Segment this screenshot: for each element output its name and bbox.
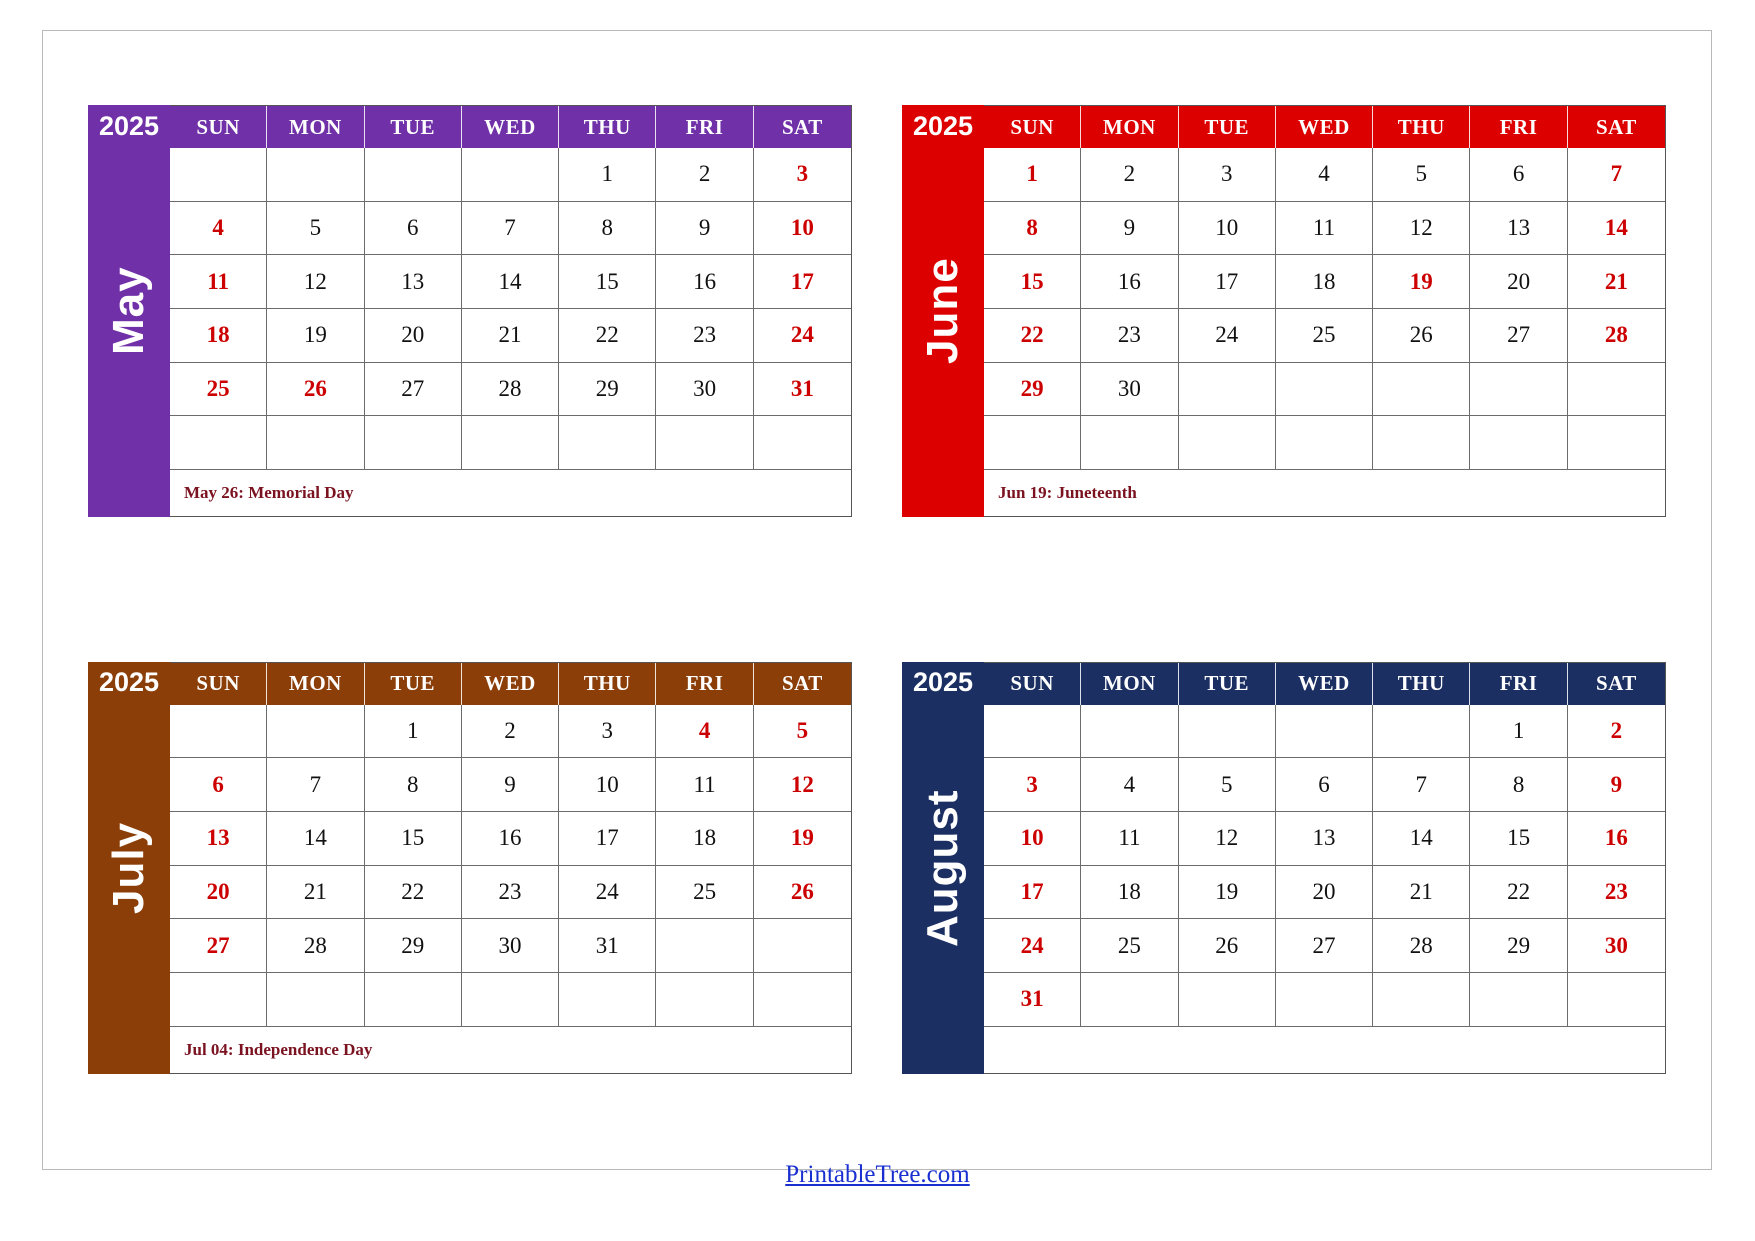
week-row bbox=[170, 255, 851, 309]
weekday-header-tue: TUE bbox=[1179, 663, 1276, 705]
day-cell[interactable]: 3 bbox=[1179, 148, 1276, 202]
day-cell[interactable]: 10 bbox=[1179, 202, 1276, 256]
day-cell[interactable]: 24 bbox=[1179, 309, 1276, 363]
day-cell-empty bbox=[656, 919, 753, 973]
day-cell-empty bbox=[1470, 416, 1567, 470]
weekday-header-sat: SAT bbox=[1595, 114, 1637, 139]
day-cell[interactable]: 7 bbox=[1568, 148, 1665, 202]
day-cell[interactable]: 25 bbox=[1276, 309, 1373, 363]
day-cell[interactable]: 2 bbox=[1568, 705, 1665, 759]
day-cell-empty bbox=[1276, 363, 1373, 417]
weekday-header-tue: TUE bbox=[365, 663, 462, 705]
month-side-bar bbox=[88, 105, 170, 517]
month-body bbox=[984, 662, 1666, 1074]
week-row bbox=[984, 705, 1665, 759]
day-cell[interactable]: 18 bbox=[1081, 866, 1178, 920]
month-block bbox=[88, 105, 852, 517]
day-cell[interactable]: 14 bbox=[267, 812, 364, 866]
weekday-header-wed: WED bbox=[462, 663, 559, 705]
day-cell[interactable]: 1 bbox=[365, 705, 462, 759]
day-cell[interactable]: 11 bbox=[1081, 812, 1178, 866]
day-cell[interactable]: 1 bbox=[1470, 705, 1567, 759]
day-cell[interactable]: 7 bbox=[1373, 758, 1470, 812]
week-row bbox=[984, 255, 1665, 309]
calendar-grid bbox=[42, 30, 1712, 1170]
day-cell[interactable]: 29 bbox=[984, 363, 1081, 417]
weekday-header-sat: SAT bbox=[1595, 671, 1637, 695]
day-cell-empty bbox=[559, 416, 656, 470]
day-cell[interactable]: 12 bbox=[754, 758, 851, 812]
day-cell[interactable]: 20 bbox=[1470, 255, 1567, 309]
weekday-header-sat: SAT bbox=[781, 671, 823, 695]
weeks-container bbox=[170, 148, 851, 470]
day-cell-empty bbox=[1373, 416, 1470, 470]
day-cell-empty bbox=[365, 148, 462, 202]
weekday-header-tue: TUE bbox=[1179, 106, 1276, 148]
week-row bbox=[984, 148, 1665, 202]
week-row bbox=[170, 148, 851, 202]
day-cell[interactable]: 4 bbox=[170, 202, 267, 256]
day-cell[interactable]: 26 bbox=[754, 866, 851, 920]
weekday-header-thu: THU bbox=[1373, 106, 1470, 148]
day-cell[interactable]: 15 bbox=[365, 812, 462, 866]
day-cell[interactable]: 29 bbox=[365, 919, 462, 973]
weekday-header-sun: SUN bbox=[984, 106, 1081, 148]
day-cell[interactable]: 19 bbox=[754, 812, 851, 866]
day-cell-empty bbox=[1179, 705, 1276, 759]
day-cell[interactable]: 22 bbox=[1470, 866, 1567, 920]
year-badge: 2025 bbox=[912, 110, 974, 141]
day-cell-empty bbox=[365, 973, 462, 1027]
day-cell-empty bbox=[365, 416, 462, 470]
day-cell[interactable]: 4 bbox=[1081, 758, 1178, 812]
day-cell-empty bbox=[1081, 973, 1178, 1027]
day-cell[interactable]: 31 bbox=[559, 919, 656, 973]
day-cell-empty bbox=[462, 973, 559, 1027]
day-cell[interactable]: 26 bbox=[267, 363, 364, 417]
day-cell-empty bbox=[170, 148, 267, 202]
day-cell[interactable]: 3 bbox=[984, 758, 1081, 812]
day-cell[interactable]: 28 bbox=[462, 363, 559, 417]
day-cell-empty bbox=[170, 416, 267, 470]
day-cell[interactable]: 1 bbox=[559, 148, 656, 202]
day-cell[interactable]: 17 bbox=[1179, 255, 1276, 309]
week-row bbox=[170, 758, 851, 812]
day-cell[interactable]: 18 bbox=[656, 812, 753, 866]
week-row bbox=[170, 309, 851, 363]
printabletree-link[interactable]: PrintableTree.com bbox=[785, 1161, 970, 1188]
day-cell[interactable]: 2 bbox=[462, 705, 559, 759]
day-cell[interactable]: 3 bbox=[559, 705, 656, 759]
weekday-header-sun: SUN bbox=[170, 663, 267, 705]
weekday-header-sun: SUN bbox=[984, 663, 1081, 705]
week-row bbox=[984, 363, 1665, 417]
weekday-header-thu: THU bbox=[1373, 663, 1470, 705]
day-cell[interactable]: 24 bbox=[984, 919, 1081, 973]
week-row bbox=[984, 919, 1665, 973]
day-cell[interactable]: 5 bbox=[754, 705, 851, 759]
weeks-container bbox=[984, 705, 1665, 1027]
year-badge: 2025 bbox=[912, 667, 974, 697]
day-cell[interactable]: 12 bbox=[1179, 812, 1276, 866]
day-cell[interactable]: 8 bbox=[1470, 758, 1567, 812]
week-row bbox=[984, 866, 1665, 920]
day-cell-empty bbox=[1568, 973, 1665, 1027]
weekday-header-row bbox=[984, 663, 1665, 705]
day-cell[interactable]: 21 bbox=[267, 866, 364, 920]
day-cell[interactable]: 16 bbox=[656, 255, 753, 309]
day-cell[interactable]: 17 bbox=[984, 866, 1081, 920]
day-cell[interactable]: 9 bbox=[1568, 758, 1665, 812]
day-cell-empty bbox=[656, 416, 753, 470]
weekday-header-row bbox=[170, 106, 851, 148]
month-name: June bbox=[918, 257, 967, 365]
month-block bbox=[902, 105, 1666, 517]
weekday-header-mon: MON bbox=[1081, 106, 1178, 148]
week-row bbox=[984, 416, 1665, 470]
day-cell[interactable]: 25 bbox=[170, 363, 267, 417]
day-cell-empty bbox=[1276, 705, 1373, 759]
day-cell[interactable]: 29 bbox=[1470, 919, 1567, 973]
week-row bbox=[170, 973, 851, 1027]
weekday-header-fri: FRI bbox=[656, 106, 753, 148]
day-cell[interactable]: 9 bbox=[1081, 202, 1178, 256]
month-name: May bbox=[104, 266, 153, 356]
day-cell[interactable]: 18 bbox=[1276, 255, 1373, 309]
day-cell[interactable]: 28 bbox=[1568, 309, 1665, 363]
day-cell-empty bbox=[1276, 416, 1373, 470]
week-row bbox=[170, 416, 851, 470]
day-cell[interactable]: 7 bbox=[462, 202, 559, 256]
day-cell-empty bbox=[1081, 705, 1178, 759]
day-cell[interactable]: 27 bbox=[365, 363, 462, 417]
day-cell-empty bbox=[267, 148, 364, 202]
week-row bbox=[984, 758, 1665, 812]
month-block bbox=[88, 662, 852, 1074]
day-cell[interactable]: 21 bbox=[462, 309, 559, 363]
day-cell[interactable]: 15 bbox=[559, 255, 656, 309]
day-cell-empty bbox=[1179, 363, 1276, 417]
month-body bbox=[984, 105, 1666, 517]
day-cell[interactable]: 30 bbox=[462, 919, 559, 973]
day-cell[interactable]: 17 bbox=[559, 812, 656, 866]
day-cell[interactable]: 13 bbox=[1276, 812, 1373, 866]
month-name: July bbox=[104, 821, 153, 914]
weekday-header-fri: FRI bbox=[1470, 663, 1567, 705]
day-cell[interactable]: 4 bbox=[656, 705, 753, 759]
day-cell[interactable]: 22 bbox=[984, 309, 1081, 363]
day-cell[interactable]: 16 bbox=[1081, 255, 1178, 309]
day-cell[interactable]: 22 bbox=[365, 866, 462, 920]
day-cell-empty bbox=[267, 705, 364, 759]
day-cell[interactable]: 16 bbox=[1568, 812, 1665, 866]
day-cell[interactable]: 26 bbox=[1373, 309, 1470, 363]
day-cell[interactable]: 10 bbox=[559, 758, 656, 812]
day-cell[interactable]: 27 bbox=[1276, 919, 1373, 973]
day-cell[interactable]: 11 bbox=[170, 255, 267, 309]
day-cell-empty bbox=[170, 705, 267, 759]
day-cell-empty bbox=[754, 416, 851, 470]
weekday-header-mon: MON bbox=[267, 106, 364, 148]
day-cell[interactable]: 10 bbox=[754, 202, 851, 256]
day-cell[interactable]: 24 bbox=[754, 309, 851, 363]
day-cell-empty bbox=[754, 919, 851, 973]
day-cell[interactable]: 11 bbox=[1276, 202, 1373, 256]
week-row bbox=[170, 919, 851, 973]
day-cell-empty bbox=[1373, 973, 1470, 1027]
day-cell[interactable]: 15 bbox=[984, 255, 1081, 309]
day-cell[interactable]: 14 bbox=[1568, 202, 1665, 256]
day-cell-empty bbox=[1568, 416, 1665, 470]
day-cell[interactable]: 19 bbox=[1373, 255, 1470, 309]
day-cell[interactable]: 20 bbox=[170, 866, 267, 920]
month-body bbox=[170, 662, 852, 1074]
day-cell[interactable]: 23 bbox=[1568, 866, 1665, 920]
day-cell[interactable]: 3 bbox=[754, 148, 851, 202]
day-cell[interactable]: 19 bbox=[1179, 866, 1276, 920]
week-row bbox=[984, 202, 1665, 256]
weekday-header-row bbox=[984, 106, 1665, 148]
day-cell[interactable]: 26 bbox=[1179, 919, 1276, 973]
day-cell-empty bbox=[559, 973, 656, 1027]
day-cell[interactable]: 29 bbox=[559, 363, 656, 417]
day-cell[interactable]: 1 bbox=[984, 148, 1081, 202]
day-cell[interactable]: 9 bbox=[462, 758, 559, 812]
footer bbox=[0, 1161, 1755, 1189]
day-cell[interactable]: 18 bbox=[170, 309, 267, 363]
weekday-header-thu: THU bbox=[559, 106, 656, 148]
day-cell-empty bbox=[984, 705, 1081, 759]
week-row bbox=[170, 202, 851, 256]
month-side-bar bbox=[902, 662, 984, 1074]
month-block bbox=[902, 662, 1666, 1074]
year-badge: 2025 bbox=[98, 667, 160, 697]
day-cell[interactable]: 6 bbox=[365, 202, 462, 256]
day-cell[interactable]: 12 bbox=[267, 255, 364, 309]
day-cell[interactable]: 5 bbox=[1373, 148, 1470, 202]
week-row bbox=[170, 866, 851, 920]
weekday-header-row bbox=[170, 663, 851, 705]
weeks-container bbox=[170, 705, 851, 1027]
day-cell[interactable]: 14 bbox=[1373, 812, 1470, 866]
day-cell[interactable]: 28 bbox=[267, 919, 364, 973]
day-cell[interactable]: 11 bbox=[656, 758, 753, 812]
weekday-header-sat: SAT bbox=[781, 114, 823, 139]
month-side-bar bbox=[902, 105, 984, 517]
day-cell[interactable]: 16 bbox=[462, 812, 559, 866]
day-cell-empty bbox=[1179, 973, 1276, 1027]
day-cell[interactable]: 24 bbox=[559, 866, 656, 920]
holiday-note: Jul 04: Independence Day bbox=[184, 1039, 373, 1059]
day-cell[interactable]: 23 bbox=[656, 309, 753, 363]
month-body bbox=[170, 105, 852, 517]
week-row bbox=[170, 363, 851, 417]
day-cell[interactable]: 8 bbox=[365, 758, 462, 812]
day-cell[interactable]: 10 bbox=[984, 812, 1081, 866]
day-cell[interactable]: 30 bbox=[1081, 363, 1178, 417]
week-row bbox=[984, 812, 1665, 866]
week-row bbox=[170, 812, 851, 866]
weekday-header-fri: FRI bbox=[656, 663, 753, 705]
weekday-header-thu: THU bbox=[559, 663, 656, 705]
day-cell-empty bbox=[1081, 416, 1178, 470]
day-cell-empty bbox=[170, 973, 267, 1027]
weekday-header-fri: FRI bbox=[1470, 106, 1567, 148]
day-cell[interactable]: 6 bbox=[1470, 148, 1567, 202]
weekday-header-mon: MON bbox=[1081, 663, 1178, 705]
day-cell-empty bbox=[1568, 363, 1665, 417]
day-cell-empty bbox=[1373, 705, 1470, 759]
day-cell[interactable]: 30 bbox=[656, 363, 753, 417]
month-name: August bbox=[918, 788, 967, 947]
day-cell-empty bbox=[267, 973, 364, 1027]
day-cell[interactable]: 20 bbox=[1276, 866, 1373, 920]
month-side-bar bbox=[88, 662, 170, 1074]
day-cell[interactable]: 6 bbox=[170, 758, 267, 812]
weekday-header-mon: MON bbox=[267, 663, 364, 705]
day-cell[interactable]: 28 bbox=[1373, 919, 1470, 973]
day-cell-empty bbox=[462, 416, 559, 470]
day-cell[interactable]: 25 bbox=[1081, 919, 1178, 973]
day-cell[interactable]: 7 bbox=[267, 758, 364, 812]
day-cell[interactable]: 9 bbox=[656, 202, 753, 256]
week-row bbox=[984, 973, 1665, 1027]
day-cell[interactable]: 2 bbox=[656, 148, 753, 202]
day-cell[interactable]: 13 bbox=[1470, 202, 1567, 256]
day-cell[interactable]: 31 bbox=[754, 363, 851, 417]
holiday-note bbox=[984, 1027, 1665, 1073]
weekday-header-wed: WED bbox=[1276, 663, 1373, 705]
day-cell[interactable]: 8 bbox=[984, 202, 1081, 256]
day-cell[interactable]: 12 bbox=[1373, 202, 1470, 256]
day-cell[interactable]: 2 bbox=[1081, 148, 1178, 202]
day-cell[interactable]: 14 bbox=[462, 255, 559, 309]
holiday-note: Jun 19: Juneteenth bbox=[998, 483, 1137, 502]
day-cell[interactable]: 17 bbox=[754, 255, 851, 309]
week-row bbox=[984, 309, 1665, 363]
day-cell[interactable]: 22 bbox=[559, 309, 656, 363]
weekday-header-tue: TUE bbox=[365, 106, 462, 148]
day-cell-empty bbox=[1179, 416, 1276, 470]
year-badge: 2025 bbox=[98, 110, 160, 141]
weekday-header-wed: WED bbox=[462, 106, 559, 148]
day-cell[interactable]: 21 bbox=[1373, 866, 1470, 920]
day-cell[interactable]: 27 bbox=[1470, 309, 1567, 363]
day-cell[interactable]: 27 bbox=[170, 919, 267, 973]
day-cell[interactable]: 20 bbox=[365, 309, 462, 363]
day-cell-empty bbox=[1470, 973, 1567, 1027]
day-cell-empty bbox=[1470, 363, 1567, 417]
day-cell[interactable]: 31 bbox=[984, 973, 1081, 1027]
day-cell[interactable]: 23 bbox=[1081, 309, 1178, 363]
day-cell-empty bbox=[656, 973, 753, 1027]
day-cell[interactable]: 4 bbox=[1276, 148, 1373, 202]
day-cell[interactable]: 13 bbox=[365, 255, 462, 309]
day-cell-empty bbox=[754, 973, 851, 1027]
day-cell[interactable]: 6 bbox=[1276, 758, 1373, 812]
day-cell-empty bbox=[1373, 363, 1470, 417]
day-cell-empty bbox=[267, 416, 364, 470]
day-cell[interactable]: 21 bbox=[1568, 255, 1665, 309]
weeks-container bbox=[984, 148, 1665, 470]
weekday-header-wed: WED bbox=[1276, 106, 1373, 148]
holiday-note: May 26: Memorial Day bbox=[184, 483, 354, 502]
day-cell[interactable]: 25 bbox=[656, 866, 753, 920]
weekday-header-sun: SUN bbox=[170, 106, 267, 148]
day-cell[interactable]: 15 bbox=[1470, 812, 1567, 866]
day-cell[interactable]: 19 bbox=[267, 309, 364, 363]
day-cell[interactable]: 8 bbox=[559, 202, 656, 256]
day-cell[interactable]: 23 bbox=[462, 866, 559, 920]
day-cell[interactable]: 30 bbox=[1568, 919, 1665, 973]
day-cell[interactable]: 13 bbox=[170, 812, 267, 866]
day-cell-empty bbox=[462, 148, 559, 202]
day-cell-empty bbox=[1276, 973, 1373, 1027]
day-cell-empty bbox=[984, 416, 1081, 470]
day-cell[interactable]: 5 bbox=[1179, 758, 1276, 812]
day-cell[interactable]: 5 bbox=[267, 202, 364, 256]
week-row bbox=[170, 705, 851, 759]
